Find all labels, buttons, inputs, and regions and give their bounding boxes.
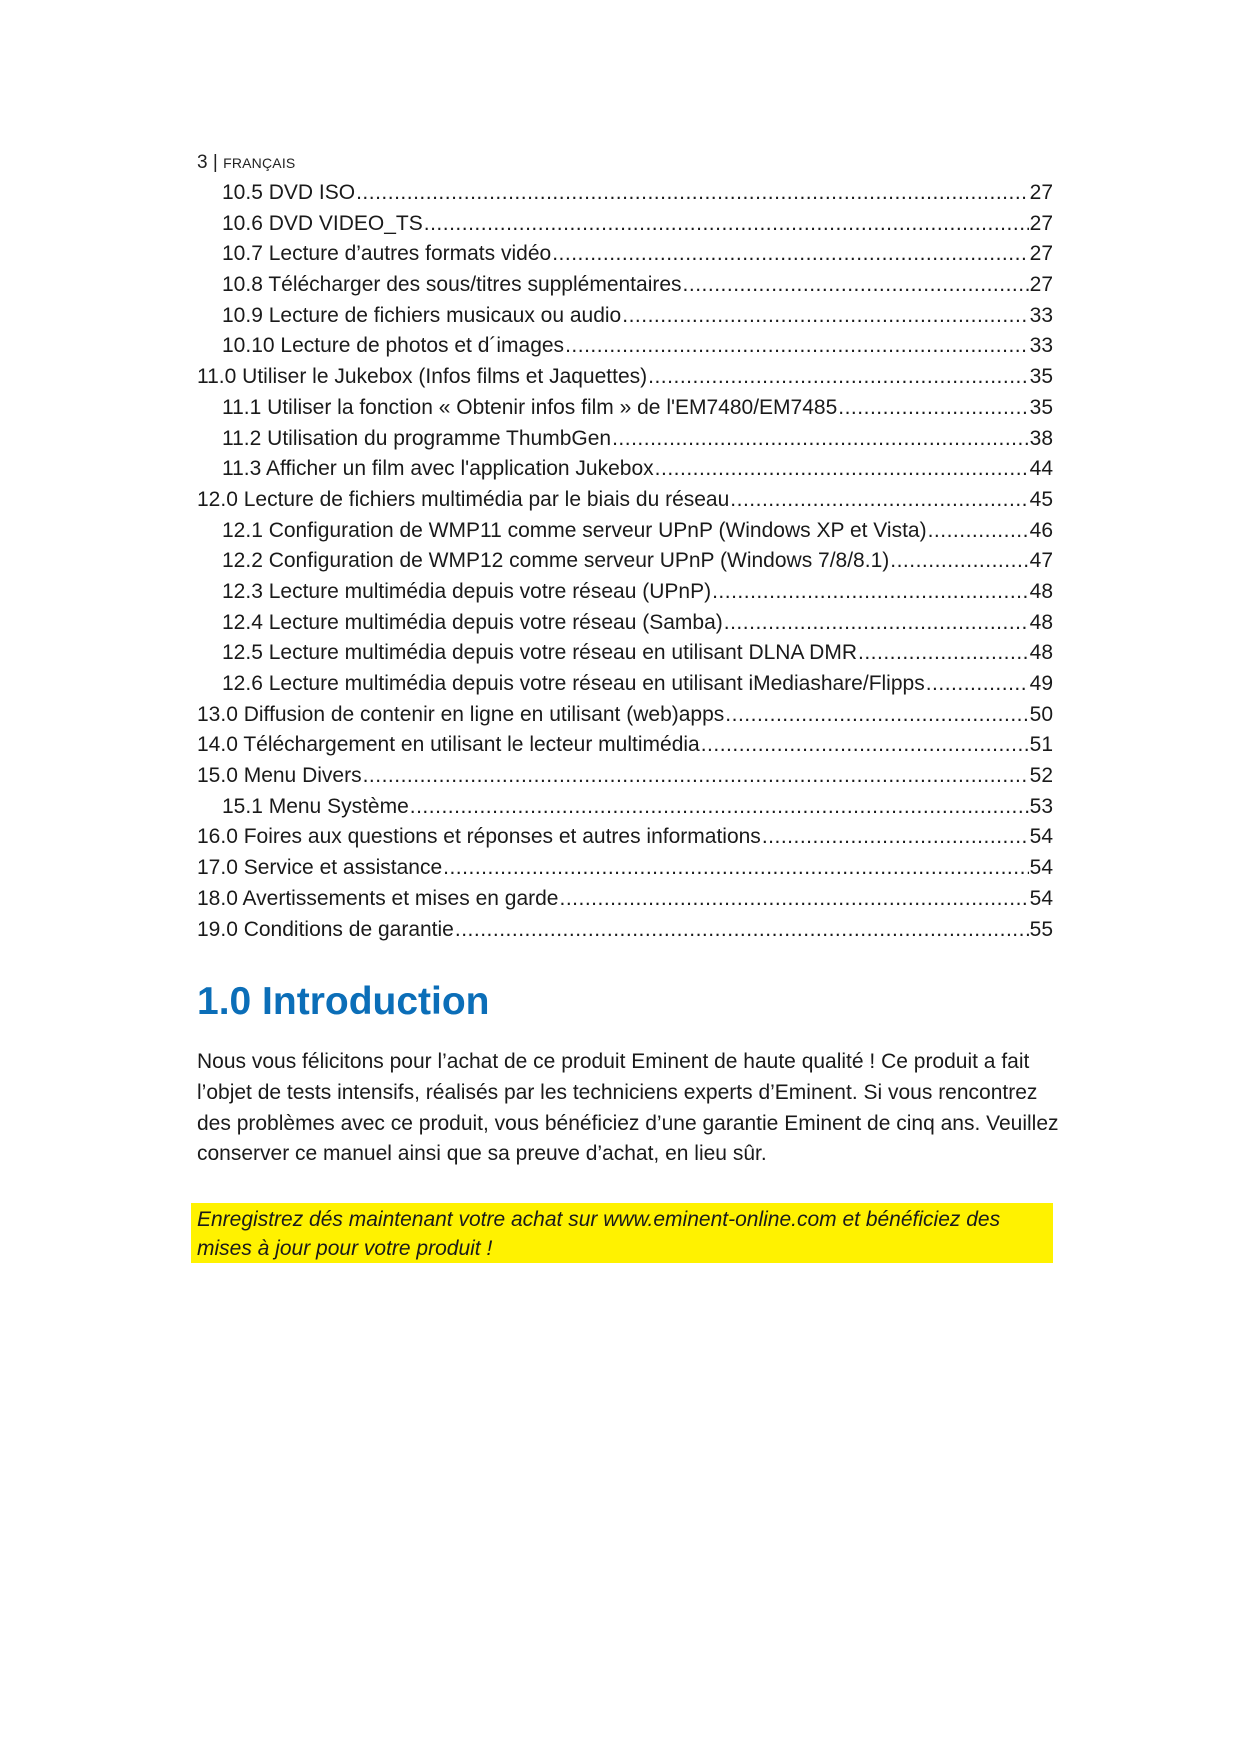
toc-entry-title: 16.0 Foires aux questions et réponses et autres informations [197, 825, 761, 849]
toc-entry[interactable] [197, 331, 1053, 362]
toc-leader-dots [928, 516, 1029, 547]
page-number: 3 [197, 152, 208, 173]
toc-leader-dots [443, 853, 1029, 884]
toc-leader-dots [559, 884, 1028, 915]
toc-entry-title: 14.0 Téléchargement en utilisant le lecteur multimédia [197, 733, 700, 757]
toc-leader-dots [455, 915, 1029, 946]
toc-entry-page: 53 [1029, 794, 1053, 818]
toc-entry[interactable] [197, 239, 1053, 270]
toc-leader-dots [683, 270, 1029, 301]
toc-entry-page: 27 [1029, 211, 1053, 235]
toc-leader-dots [724, 608, 1029, 639]
toc-leader-dots [612, 424, 1029, 455]
toc-leader-dots [363, 761, 1029, 792]
toc-entry[interactable] [197, 209, 1053, 240]
toc-entry-title: 12.0 Lecture de fichiers multimédia par le biais du réseau [197, 487, 730, 511]
toc-leader-dots [712, 577, 1029, 608]
toc-entry-page: 48 [1029, 579, 1053, 603]
toc-leader-dots [725, 700, 1028, 731]
toc-leader-dots [890, 546, 1028, 577]
toc-leader-dots [858, 638, 1029, 669]
toc-entry[interactable] [197, 516, 1053, 547]
toc-entry[interactable] [197, 270, 1053, 301]
toc-entry-title: 12.4 Lecture multimédia depuis votre réseau (Samba) [222, 610, 723, 634]
toc-leader-dots [655, 454, 1029, 485]
toc-entry[interactable] [197, 822, 1053, 853]
toc-entry[interactable] [197, 424, 1053, 455]
section-heading: 1.0 Introduction [197, 980, 490, 1023]
toc-entry[interactable] [197, 761, 1053, 792]
toc-entry-page: 54 [1029, 856, 1053, 880]
toc-entry-title: 13.0 Diffusion de contenir en ligne en utilisant (web)apps [197, 702, 725, 726]
toc-entry-title: 15.1 Menu Système [222, 794, 409, 818]
toc-entry-page: 47 [1029, 549, 1053, 573]
toc-entry-title: 11.1 Utiliser la fonction « Obtenir infos film » de l'EM7480/EM7485 [222, 395, 838, 419]
toc-entry-page: 45 [1029, 487, 1053, 511]
toc-entry-page: 48 [1029, 610, 1053, 634]
toc-entry-title: 19.0 Conditions de garantie [197, 917, 454, 941]
page-header [197, 152, 295, 174]
toc-leader-dots [926, 669, 1029, 700]
toc-entry-page: 44 [1029, 457, 1053, 481]
toc-entry-title: 10.7 Lecture d’autres formats vidéo [222, 242, 552, 266]
toc-entry-title: 10.8 Télécharger des sous/titres supplémentaires [222, 273, 682, 297]
toc-entry[interactable] [197, 730, 1053, 761]
toc-entry-page: 54 [1029, 886, 1053, 910]
toc-entry-page: 27 [1029, 181, 1053, 204]
toc-entry-title: 12.2 Configuration de WMP12 comme serveur UPnP (Windows 7/8/8.1) [222, 549, 890, 573]
intro-paragraph: Nous vous félicitons pour l’achat de ce produit Eminent de haute qualité ! Ce produit a fait l’objet de tests intensifs, réalisés par les techniciens experts d’Eminent. Si vous rencontrez des problèmes avec ce produit, vous bénéficiez d’une garantie Eminent de cinq ans. Veuillez conserver ce manuel ainsi que sa preuve d’achat, en lieu sûr. [197, 1050, 1059, 1166]
toc-entry-page: 48 [1029, 641, 1053, 665]
toc-leader-dots [701, 730, 1029, 761]
header-separator: | [212, 152, 218, 173]
toc-leader-dots [410, 792, 1029, 823]
toc-entry-page: 38 [1029, 426, 1053, 450]
toc-leader-dots [565, 331, 1029, 362]
toc-leader-dots [622, 301, 1028, 332]
toc-entry[interactable] [197, 546, 1053, 577]
toc-entry-page: 33 [1029, 303, 1053, 327]
toc-entry[interactable] [197, 669, 1053, 700]
toc-entry-page: 46 [1029, 518, 1053, 542]
toc-entry-title: 11.0 Utiliser le Jukebox (Infos films et Jaquettes) [197, 365, 648, 389]
toc-entry-title: 15.0 Menu Divers [197, 764, 362, 788]
toc-entry-title: 12.6 Lecture multimédia depuis votre réseau en utilisant iMediashare/Flipps [222, 672, 925, 695]
toc-leader-dots [424, 209, 1029, 240]
toc-entry[interactable] [197, 301, 1053, 332]
toc-leader-dots [838, 393, 1028, 424]
toc-entry[interactable] [197, 393, 1053, 424]
header-language: FRANÇAIS [223, 155, 296, 171]
toc-entry[interactable] [197, 853, 1053, 884]
toc-leader-dots [648, 362, 1029, 393]
toc-entry-page: 33 [1029, 334, 1053, 358]
table-of-contents [197, 178, 1053, 945]
toc-entry[interactable] [197, 884, 1053, 915]
toc-entry-title: 12.1 Configuration de WMP11 comme serveur UPnP (Windows XP et Vista) [222, 518, 927, 542]
toc-entry[interactable] [197, 700, 1053, 731]
toc-entry[interactable] [197, 362, 1053, 393]
toc-entry-title: 11.2 Utilisation du programme ThumbGen [222, 426, 612, 450]
toc-leader-dots [356, 178, 1029, 209]
toc-leader-dots [762, 822, 1029, 853]
toc-entry-title: 12.5 Lecture multimédia depuis votre réseau en utilisant DLNA DMR [222, 641, 857, 665]
toc-entry-page: 35 [1029, 365, 1053, 389]
toc-entry-page: 52 [1029, 764, 1053, 788]
toc-entry-title: 10.5 DVD ISO [222, 181, 356, 204]
registration-text: Enregistrez dés maintenant votre achat sur www.eminent-online.com et bénéficiez des mises à jour pour votre produit ! [197, 1208, 1001, 1260]
toc-entry[interactable] [197, 638, 1053, 669]
registration-highlight [191, 1203, 1053, 1263]
toc-entry-title: 10.9 Lecture de fichiers musicaux ou audio [222, 303, 622, 327]
toc-entry[interactable] [197, 608, 1053, 639]
toc-entry[interactable] [197, 792, 1053, 823]
toc-entry-title: 11.3 Afficher un film avec l'application Jukebox [222, 457, 654, 481]
toc-entry[interactable] [197, 577, 1053, 608]
toc-entry-page: 49 [1029, 672, 1053, 695]
toc-entry-page: 50 [1029, 702, 1053, 726]
toc-entry[interactable] [197, 454, 1053, 485]
toc-entry[interactable] [197, 915, 1053, 946]
toc-entry[interactable] [197, 485, 1053, 516]
toc-entry-title: 10.10 Lecture de photos et d´images [222, 334, 565, 358]
toc-entry-title: 17.0 Service et assistance [197, 856, 443, 880]
toc-entry-title: 10.6 DVD VIDEO_TS [222, 211, 423, 235]
toc-entry-page: 27 [1029, 242, 1053, 266]
toc-entry-page: 54 [1029, 825, 1053, 849]
toc-leader-dots [552, 239, 1028, 270]
toc-leader-dots [730, 485, 1028, 516]
toc-entry-page: 27 [1029, 273, 1053, 297]
toc-entry-page: 35 [1029, 395, 1053, 419]
toc-entry-page: 55 [1029, 917, 1053, 941]
toc-entry-title: 18.0 Avertissements et mises en garde [197, 886, 559, 910]
toc-entry-title: 12.3 Lecture multimédia depuis votre réseau (UPnP) [222, 579, 712, 603]
toc-entry[interactable] [197, 178, 1053, 209]
toc-entry-page: 51 [1029, 733, 1053, 757]
